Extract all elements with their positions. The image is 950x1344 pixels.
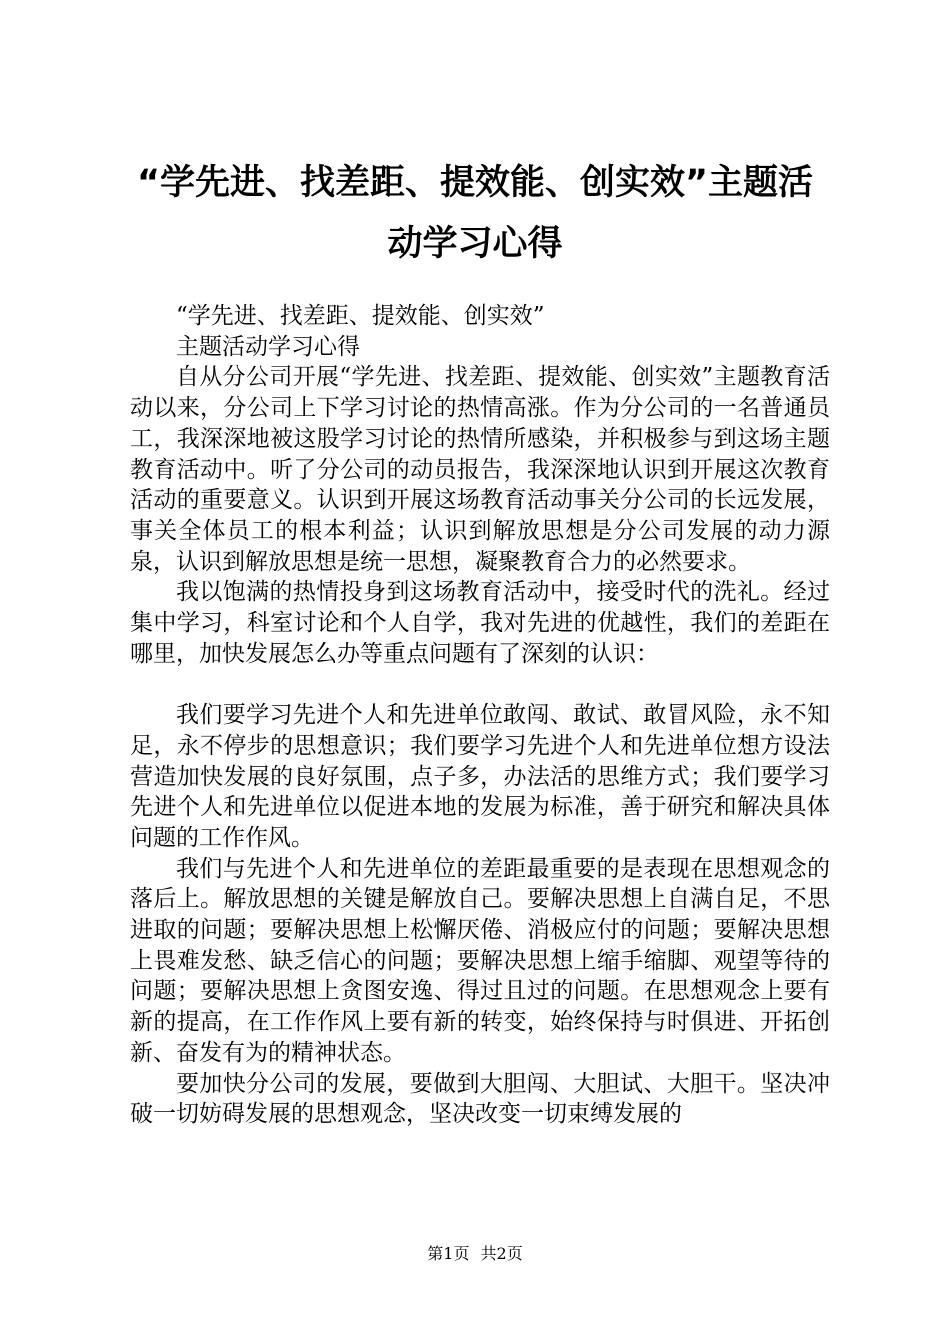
body-paragraph: 主题活动学习心得 [176, 333, 360, 360]
document-body [130, 301, 830, 1130]
document-title-line-2: 动学习心得 [387, 224, 563, 264]
blank-line [130, 669, 830, 700]
body-paragraph: 我以饱满的热情投身到这场教育活动中，接受时代的洗礼。经过集中学习，科室讨论和个人自学，我对先进的优越性，我们的差距在哪里，加快发展怎么办等重点问题有了深刻的认识： [130, 579, 830, 667]
body-paragraph: 我们要学习先进个人和先进单位敢闯、敢试、敢冒风险，永不知足，永不停步的思想意识；我们要学习先进个人和先进单位想方设法营造加快发展的良好氛围，点子多，办法活的思维方式；我们要学习先进个人和先进单位以促进本地的发展为标准，善于研究和解决具体问题的工作作风。 [130, 702, 830, 851]
page-footer [0, 1244, 950, 1264]
body-paragraph: 要加快分公司的发展，要做到大胆闯、大胆试、大胆干。坚决冲破一切妨碍发展的思想观念，坚决改变一切束缚发展的 [130, 1070, 830, 1128]
page-total: 共2页 [480, 1244, 523, 1263]
document-title-line-1: “学先进、找差距、提效能、创实效”主题活 [136, 163, 813, 203]
page-number: 第1页 [427, 1244, 470, 1263]
body-paragraph: 我们与先进个人和先进单位的差距最重要的是表现在思想观念的落后上。解放思想的关键是解放自己。要解决思想上自满自足，不思进取的问题；要解决思想上松懈厌倦、消极应付的问题；要解决思想上畏难发愁、缺乏信心的问题；要解决思想上缩手缩脚、观望等待的问题；要解决思想上贪图安逸、得过且过的问题。在思想观念上要有新的提高，在工作作风上要有新的转变，始终保持与时俱进、开拓创新、奋发有为的精神状态。 [130, 855, 830, 1066]
body-paragraph: 自从分公司开展“学先进、找差距、提效能、创实效”主题教育活动以来，分公司上下学习讨论的热情高涨。作为分公司的一名普通员工，我深深地被这股学习讨论的热情所感染，并积极参与到这场主题教育活动中。听了分公司的动员报告，我深深地认识到开展这次教育活动的重要意义。认识到开展这场教育活动事关分公司的长远发展，事关全体员工的根本利益；认识到解放思想是分公司发展的动力源泉，认识到解放思想是统一思想，凝聚教育合力的必然要求。 [130, 364, 830, 575]
body-paragraph: “学先进、找差距、提效能、创实效” [176, 303, 545, 329]
